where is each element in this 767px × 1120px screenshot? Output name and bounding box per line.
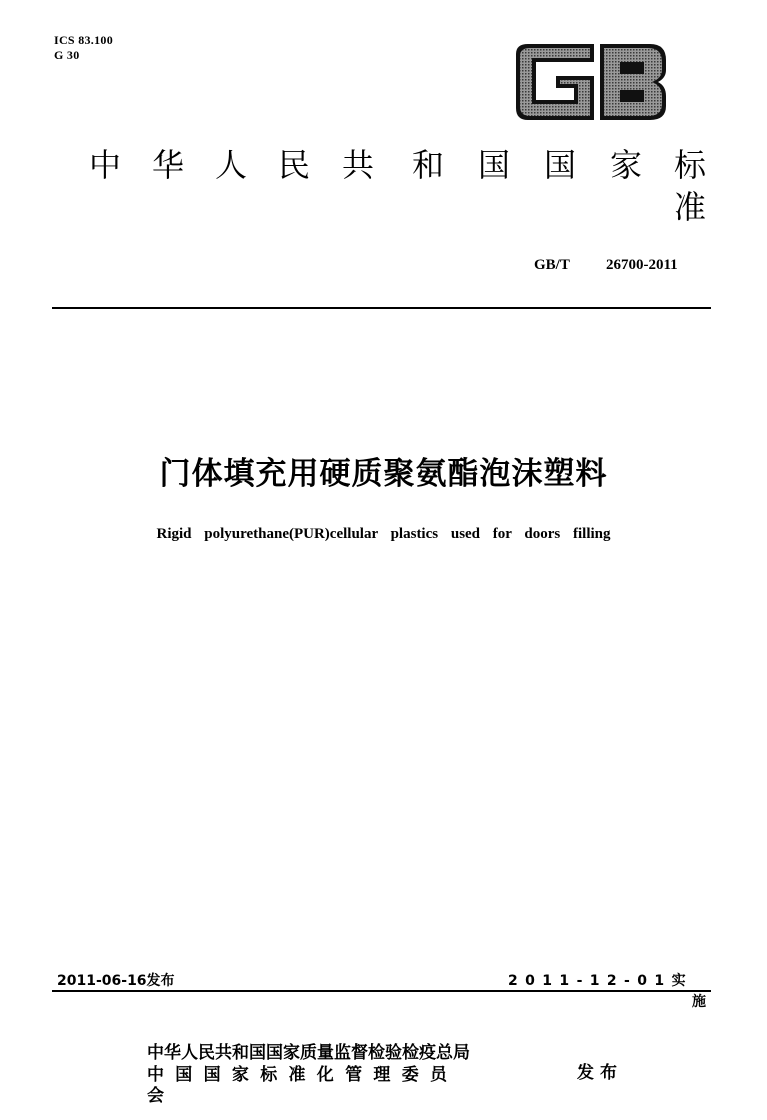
footer-divider	[52, 990, 711, 992]
issuer-aqsiq: 中华人民共和国国家质量监督检验检疫总局	[147, 1043, 470, 1063]
implementation-date	[508, 972, 714, 990]
standard-heading-char: 家	[609, 146, 642, 184]
implementation-date-tail: 施	[692, 994, 706, 1010]
document-title-english: Rigid polyurethane(PUR)cellular plastics used for doors filling	[156, 526, 611, 542]
standard-heading-char: 共	[341, 146, 374, 184]
standard-heading-char: 标	[673, 146, 706, 184]
standard-prefix: GB/T	[534, 257, 570, 273]
standard-heading	[0, 145, 767, 193]
publish-label: 发布	[577, 1063, 623, 1083]
implementation-date-digits: 2011-12-01	[508, 973, 672, 989]
standard-heading-char: 华	[151, 146, 184, 184]
header-divider	[52, 307, 711, 309]
document-title-chinese: 门体填充用硬质聚氨酯泡沫塑料	[159, 456, 608, 492]
standard-heading-char: 人	[214, 146, 247, 184]
implementation-date-char: 实	[671, 973, 686, 989]
issuer-sac: 中国国家标准化管理委员	[147, 1065, 459, 1085]
standard-heading-char: 和	[411, 146, 444, 184]
ccs-code: G 30	[54, 48, 80, 62]
issue-date: 2011-06-16发布	[57, 973, 175, 989]
standard-heading-char: 国	[543, 146, 576, 184]
gb-logo-icon	[510, 40, 670, 124]
standard-number: 26700-2011	[606, 257, 678, 273]
issuer-sac-tail: 会	[147, 1086, 164, 1106]
standard-heading-char: 中	[88, 146, 121, 184]
standard-heading-char: 国	[477, 146, 510, 184]
standard-heading-char: 民	[277, 146, 310, 184]
standard-heading-last-char: 准	[673, 188, 706, 226]
ics-code: ICS 83.100	[54, 33, 114, 47]
